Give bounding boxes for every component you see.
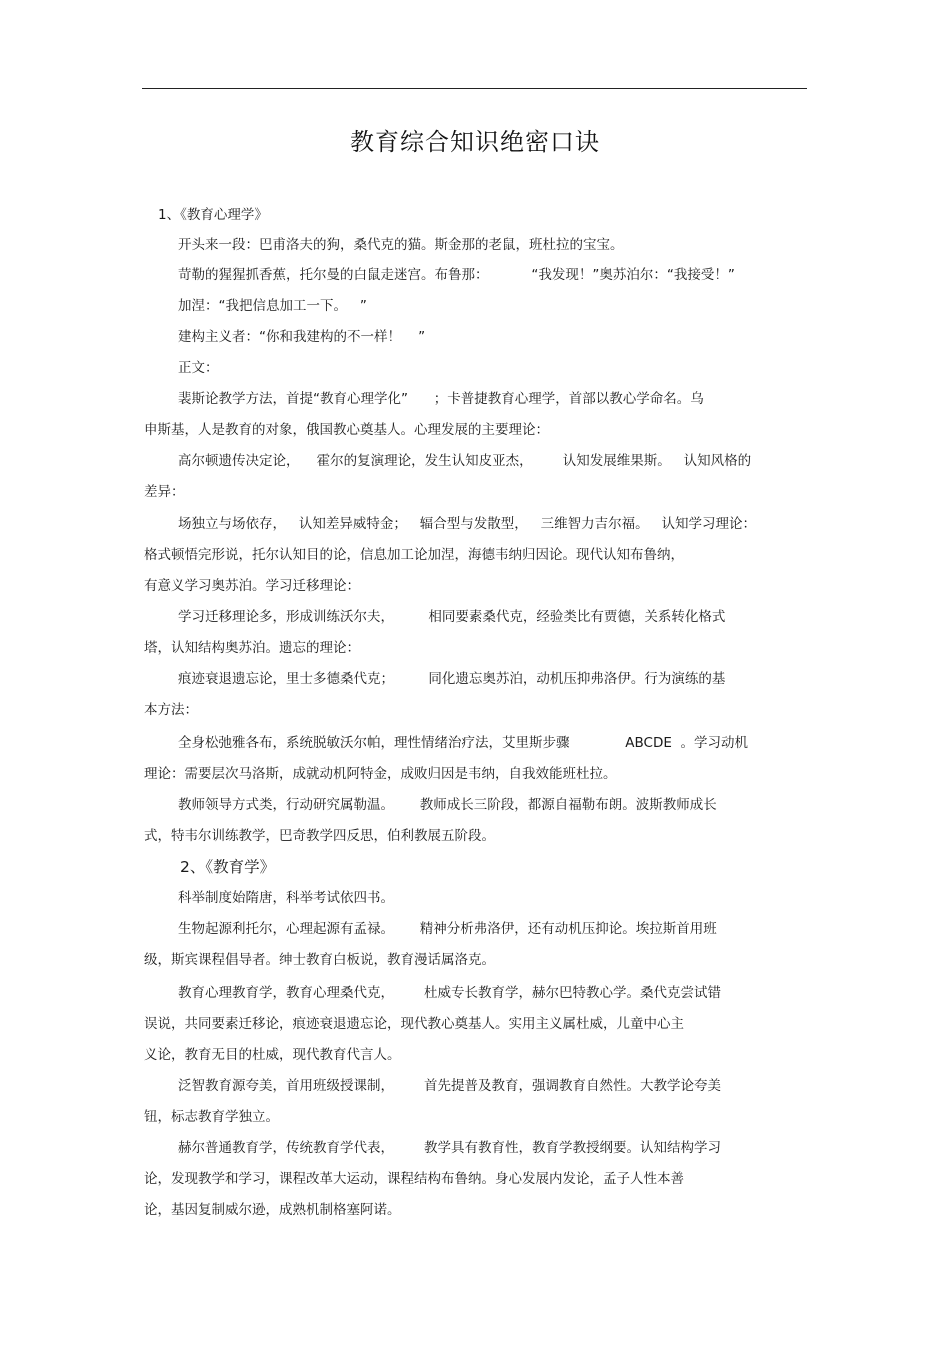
paragraph-line: 钮，标志教育学独立。 [144, 1109, 279, 1125]
paragraph-line: 义论，教育无目的杜威，现代教育代言人。 [144, 1047, 401, 1063]
paragraph-line: 学习迁移理论多，形成训练沃尔夫， 相同要素桑代克，经验类比有贾德，关系转化格式 [178, 609, 726, 625]
paragraph-line: 教师领导方式类，行动研究属勒温。 教师成长三阶段，都源自福勒布朗。波斯教师成长 [178, 797, 717, 813]
top-rule [142, 88, 807, 89]
paragraph-line: 全身松弛雅各布，系统脱敏沃尔帕，理性情绪治疗法，艾里斯步骤 ABCDE 。学习动机 [178, 735, 748, 751]
paragraph-line: 场独立与场依存， 认知差异威特金； 辐合型与发散型， 三维智力吉尔福。 认知学习理论： [178, 516, 756, 532]
paragraph-line: 科举制度始隋唐，科举考试依四书。 [178, 890, 394, 906]
paragraph-line: 泛智教育源夸美，首用班级授课制， 首先提普及教育，强调教育自然性。大教学论夸美 [178, 1078, 722, 1094]
paragraph-line: 正文： [178, 360, 219, 376]
paragraph-line: 误说，共同要素迁移论，痕迹衰退遗忘论，现代教心奠基人。实用主义属杜威，儿童中心主 [144, 1016, 684, 1032]
paragraph-line: 裴斯论教学方法，首提“教育心理学化” ；卡普捷教育心理学，首部以教心学命名。乌 [178, 391, 704, 407]
paragraph-line: 有意义学习奥苏泊。学习迁移理论： [144, 578, 360, 594]
paragraph-line: 申斯基，人是教育的对象，俄国教心奠基人。心理发展的主要理论： [144, 422, 549, 438]
paragraph-line: 赫尔普通教育学，传统教育学代表， 教学具有教育性，教育学教授纲要。认知结构学习 [178, 1140, 722, 1156]
paragraph-line: 式，特韦尔训练教学，巴奇教学四反思，伯利教展五阶段。 [144, 828, 495, 844]
paragraph-line: 生物起源利托尔，心理起源有孟禄。 精神分析弗洛伊，还有动机压抑论。埃拉斯首用班 [178, 921, 717, 937]
paragraph-line: 痕迹衰退遗忘论，里士多德桑代克； 同化遗忘奥苏泊，动机压抑弗洛伊。行为演练的基 [178, 671, 726, 687]
paragraph-line: 论，发现教学和学习，课程改革大运动，课程结构布鲁纳。身心发展内发论，孟子人性本善 [144, 1171, 684, 1187]
paragraph-line: 教育心理教育学，教育心理桑代克， 杜威专长教育学，赫尔巴特教心学。桑代克尝试错 [178, 985, 722, 1001]
paragraph-line: 格式顿悟完形说，托尔认知目的论，信息加工论加涅，海德韦纳归因论。现代认知布鲁纳， [144, 547, 684, 563]
paragraph-line: 论，基因复制威尔逊，成熟机制格塞阿诺。 [144, 1202, 401, 1218]
paragraph-line: 高尔顿遗传决定论， 霍尔的复演理论，发生认知皮亚杰， 认知发展维果斯。 认知风格的 [178, 453, 752, 469]
section-1-heading: 1、《教育心理学》 [158, 207, 268, 223]
paragraph-line: 建构主义者：“你和我建构的不一样！ ” [178, 329, 426, 345]
paragraph-line: 开头来一段：巴甫洛夫的狗，桑代克的猫。斯金那的老鼠，班杜拉的宝宝。 [178, 237, 624, 253]
paragraph-line: 差异： [144, 484, 185, 500]
paragraph-line: 加涅：“我把信息加工一下。 ” [178, 298, 367, 314]
section-2-heading: 2、《教育学》 [180, 858, 276, 876]
paragraph-line: 本方法： [144, 702, 198, 718]
document-title: 教育综合知识绝密口诀 [350, 128, 600, 156]
paragraph-line: 塔，认知结构奥苏泊。遗忘的理论： [144, 640, 360, 656]
paragraph-line: 理论：需要层次马洛斯，成就动机阿特金，成败归因是韦纳，自我效能班杜拉。 [144, 766, 617, 782]
paragraph-line: 级，斯宾课程倡导者。绅士教育白板说，教育漫话属洛克。 [144, 952, 495, 968]
paragraph-line: 苛勒的猩猩抓香蕉，托尔曼的白鼠走迷宫。布鲁那： “我发现！”奥苏泊尔：“我接受！” [178, 267, 735, 283]
